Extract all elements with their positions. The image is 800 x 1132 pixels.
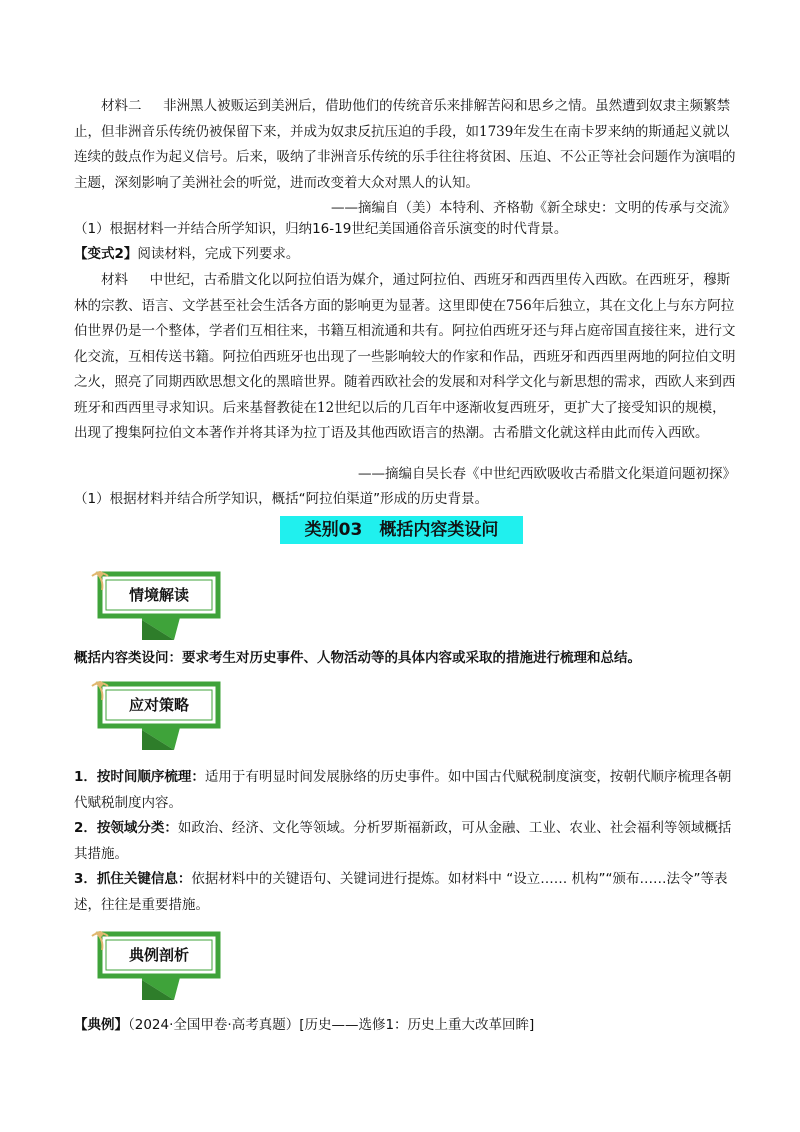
material2-source: ——摘编自（美）本特利、齐格勒《新全球史：文明的传承与交流》: [331, 200, 736, 216]
badge-strategy-label: 应对策略: [128, 696, 189, 714]
category-heading: 类别03 概括内容类设问: [280, 516, 523, 544]
example-text: （2024·全国甲卷·高考真题）[历史——选修1：历史上重大改革回眸]: [128, 1017, 535, 1033]
example-tag: 【典例】: [74, 1017, 128, 1033]
variant2-instruction: 阅读材料，完成下列要求。: [137, 246, 300, 262]
badge-example-label: 典例剖析: [128, 946, 189, 964]
variant2-tag: 【变式2】: [74, 246, 138, 262]
badge-situation-label: 情境解读: [128, 586, 189, 604]
material2-label: 材料二: [101, 98, 142, 114]
strategy-text: 适用于有明显时间发展脉络的历史事件。如中国古代赋税制度演变，按朝代顺序梳理各朝代赋税制度内容。: [74, 769, 732, 811]
badge-situation: [82, 566, 227, 642]
material-paragraph: [74, 268, 736, 447]
definition: 概括内容类设问：要求考生对历史事件、人物活动等的具体内容或采取的措施进行梳理和总结。: [74, 650, 641, 666]
strategy-title: 2．按领域分类：: [74, 820, 178, 836]
strategy-title: 1．按时间顺序梳理：: [74, 769, 205, 785]
strategy-item-3: [74, 867, 736, 918]
material2-paragraph: [74, 94, 736, 196]
strategy-item-1: [74, 765, 736, 816]
question-2: （1）根据材料并结合所学知识，概括“阿拉伯渠道”形成的历史背景。: [74, 491, 489, 507]
strategy-item-2: [74, 816, 736, 867]
material-source: ——摘编自吴长春《中世纪西欧吸收古希腊文化渠道问题初探》: [358, 466, 736, 482]
material-label: 材料: [101, 272, 128, 288]
variant2-line: [74, 242, 736, 268]
material2-text: 非洲黑人被贩运到美洲后，借助他们的传统音乐来排解苦闷和思乡之情。虽然遭到奴隶主频繁禁止，但非洲音乐传统仍被保留下来，并成为奴隶反抗压迫的手段，如1739年发生在南卡罗来纳的斯通起义就以连续的鼓点作为起义信号。后来，吸纳了非洲音乐传统的乐手往往将贫困、压迫、不公正等社会问题作为演唱的主题，深刻影响了美洲社会的听觉，进而改变着大众对黑人的认知。: [74, 98, 736, 191]
strategy-text: 依据材料中的关键语句、关键词进行提炼。如材料中 “设立…… 机构”“颁布……法令”等表述，往往是重要措施。: [74, 871, 728, 913]
question-1: （1）根据材料一并结合所学知识，归纳16-19世纪美国通俗音乐演变的时代背景。: [74, 221, 568, 237]
example-line: [74, 1013, 736, 1039]
material-text: 中世纪，古希腊文化以阿拉伯语为媒介，通过阿拉伯、西班牙和西西里传入西欧。在西班牙，穆斯林的宗教、语言、文学甚至社会生活各方面的影响更为显著。这里即使在756年后独立，其在文化上与东方阿拉伯世界仍是一个整体，学者们互相往来，书籍互相流通和共有。阿拉伯西班牙还与拜占庭帝国直接往来，进行文化交流，互相传送书籍。阿拉伯西班牙也出现了一些影响较大的作家和作品，西班牙和西西里两地的阿拉伯文明之火，照亮了同期西欧思想文化的黑暗世界。随着西欧社会的发展和对科学文化与新思想的需求，西欧人来到西班牙和西西里寻求知识。后来基督教徒在12世纪以后的几百年中逐渐收复西班牙，更扩大了接受知识的规模，出现了搜集阿拉伯文本著作并将其译为拉丁语及其他西欧语言的热潮。古希腊文化就这样由此而传入西欧。: [74, 272, 736, 441]
badge-example: [82, 926, 227, 1002]
badge-strategy: [82, 676, 227, 752]
strategy-text: 如政治、经济、文化等领域。分析罗斯福新政，可从金融、工业、农业、社会福利等领域概括其措施。: [74, 820, 732, 862]
strategy-title: 3．抓住关键信息：: [74, 871, 192, 887]
